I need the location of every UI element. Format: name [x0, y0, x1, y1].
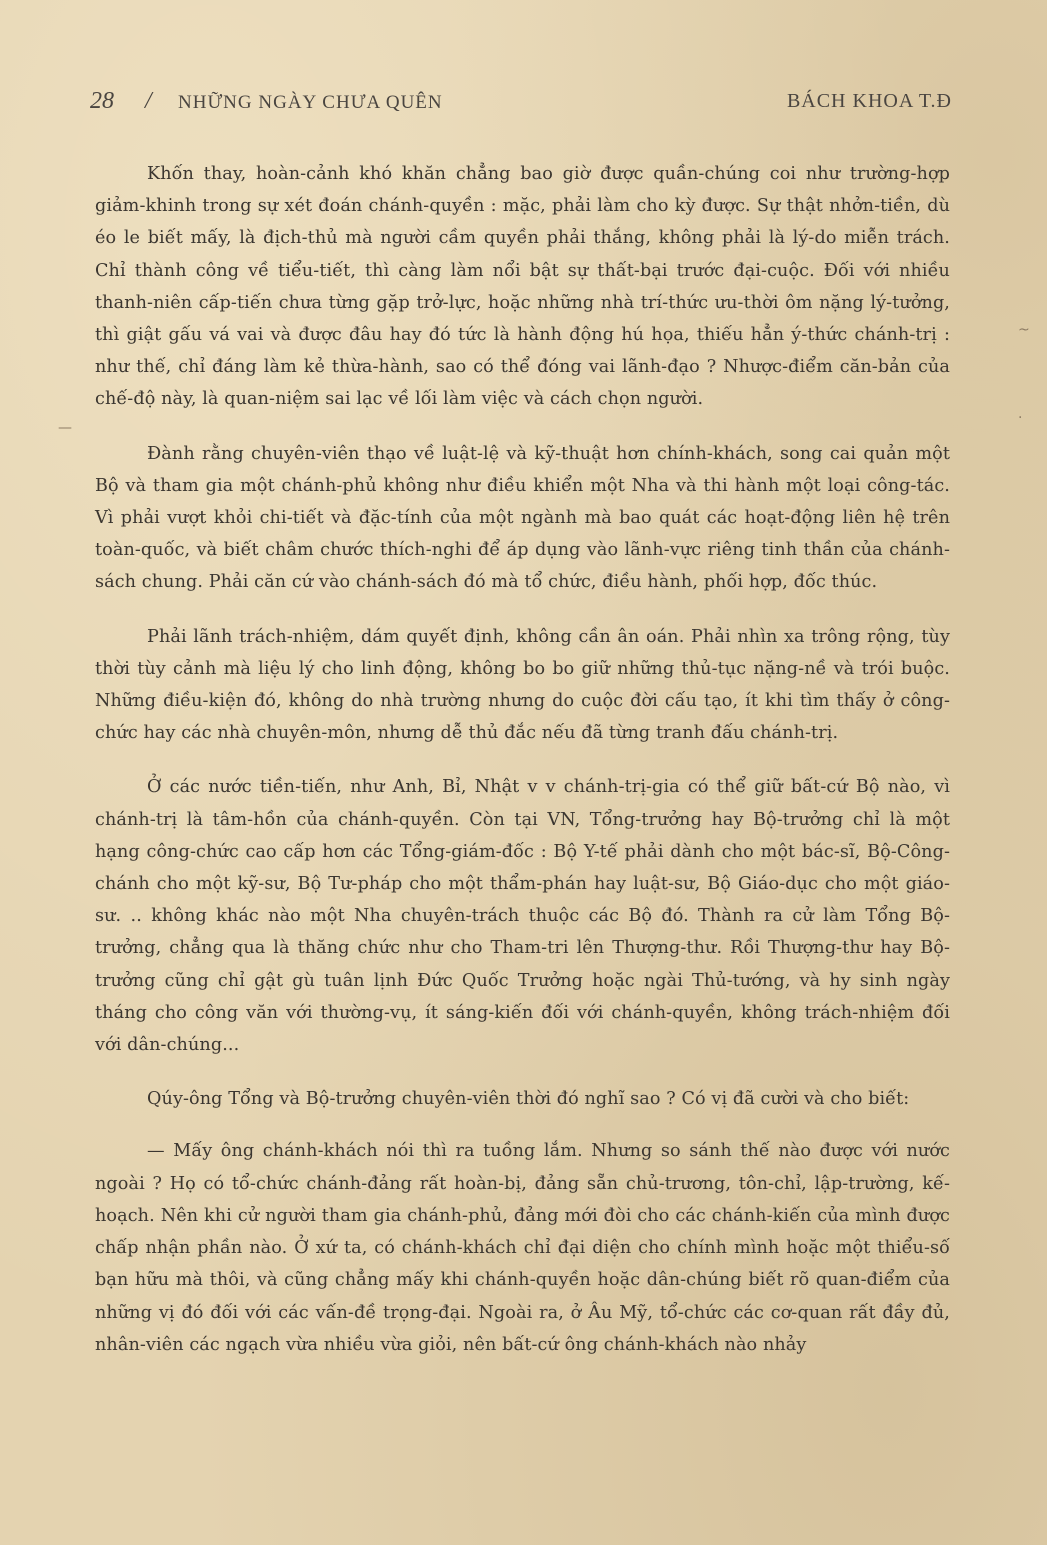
chapter-title: NHỮNG NGÀY CHƯA QUÊN [178, 92, 443, 113]
header-separator: / [145, 88, 152, 114]
journal-name: BÁCH KHOA T.Đ [786, 90, 952, 112]
paragraph-2: Đành rằng chuyên-viên thạo về luật-lệ và kỹ-thuật hơn chính-khách, song cai quản một Bộ và tham gia một chánh-phủ không như điều khiển một Nha và thi hành một loại công-tác. Vì phải vượt khỏi chi-tiết và đặc-tính của một ngành mà bao quát các hoạt-động liên hệ trên toàn-quốc, và biết châm chước thích-nghi để áp dụng vào lãnh-vực riêng tinh thần của chánh-sách chung. Phải căn cứ vào chánh-sách đó mà tổ chức, điều hành, phối hợp, đốc thúc. [95, 443, 950, 593]
paragraph-1: Khốn thay, hoàn-cảnh khó khăn chẳng bao giờ được quần-chúng coi như trường-hợp giảm-khinh trong sự xét đoán chánh-quyền : mặc, phải làm cho kỳ được. Sự thật nhởn-tiền, dù éo le biết mấy, là địch-thủ mà người cầm quyền phải thắng, không phải là lý-do miễn trách. Chỉ thành công về tiểu-tiết, thì càng làm nổi bật sự thất-bại trước đại-cuộc. Đối với nhiều thanh-niên cấp-tiến chưa từng gặp trở-lực, hoặc những nhà trí-thức ưu-thời ôm nặng lý-tưởng, thì giật gấu vá vai và được đâu hay đó tức là hành động hú họa, thiếu hẳn ý-thức chánh-trị : như thế, chỉ đáng làm kẻ thừa-hành, sao có thể đóng vai lãnh-đạo ? Nhược-điểm căn-bản của chế-độ này, là quan-niệm sai lạc về lối làm việc và cách chọn người. [95, 164, 950, 410]
paragraph-5: Qúy-ông Tổng và Bộ-trưởng chuyên-viên thời đó nghĩ sao ? Có vị đã cười và cho biết: [147, 1089, 910, 1110]
margin-tick-mark: · [1018, 410, 1023, 426]
margin-dash-mark: — [58, 420, 72, 436]
running-header [90, 88, 952, 124]
page-number: 28 [90, 88, 114, 114]
paragraph-4: Ở các nước tiền-tiến, như Anh, Bỉ, Nhật v v chánh-trị-gia có thể giữ bất-cứ Bộ nào, vì chánh-trị là tâm-hồn của chánh-quyền. Còn tại VN, Tổng-trưởng hay Bộ-trưởng chỉ là một hạng công-chức cao cấp hơn các Tổng-giám-đốc : Bộ Y-tế phải dành cho một bác-sĩ, Bộ-Công-chánh cho một kỹ-sư, Bộ Tư-pháp cho một thẩm-phán hay luật-sư, Bộ Giáo-dục cho một giáo-sư. .. không khác nào một Nha chuyên-trách thuộc các Bộ đó. Thành ra cử làm Tổng Bộ-trưởng, chẳng qua là thăng chức như cho Tham-tri lên Thượng-thư. Rồi Thượng-thư hay Bộ-trưởng cũng chỉ gật gù tuân lịnh Đức Quốc Trưởng hoặc ngài Thủ-tướng, và hy sinh ngày tháng cho công văn với thường-vụ, ít sáng-kiến đối với chánh-quyền, không trách-nhiệm đối với dân-chúng... [95, 777, 950, 1056]
body-text [95, 158, 950, 1361]
paragraph-6: — Mấy ông chánh-khách nói thì ra tuồng lắm. Nhưng so sánh thế nào được với nước ngoài ? Họ có tổ-chức chánh-đảng rất hoàn-bị, đảng sẵn chủ-trương, tôn-chỉ, lập-trường, kế-hoạch. Nên khi cử người tham gia chánh-phủ, đảng mới đòi cho các chánh-kiến của mình được chấp nhận phần nào. Ở xứ ta, có chánh-khách chỉ đại diện cho chính mình hoặc một thiểu-số bạn hữu mà thôi, và cũng chẳng mấy khi chánh-quyền hoặc dân-chúng biết rõ quan-điểm của những vị đó đối với các vấn-đề trọng-đại. Ngoài ra, ở Âu Mỹ, tổ-chức các cơ-quan rất đầy đủ, nhân-viên các ngạch vừa nhiều vừa giỏi, nên bất-cứ ông chánh-khách nào nhảy [95, 1141, 950, 1355]
paragraph-3: Phải lãnh trách-nhiệm, dám quyết định, không cần ân oán. Phải nhìn xa trông rộng, tùy thời tùy cảnh mà liệu lý cho linh động, không bo bo giữ những thủ-tục nặng-nề và trói buộc. Những điều-kiện đó, không do nhà trường nhưng do cuộc đời cấu tạo, ít khi tìm thấy ở công-chức hay các nhà chuyên-môn, nhưng dễ thủ đắc nếu đã từng tranh đấu chánh-trị. [95, 626, 950, 744]
margin-tick-mark: ~ [1018, 322, 1030, 338]
